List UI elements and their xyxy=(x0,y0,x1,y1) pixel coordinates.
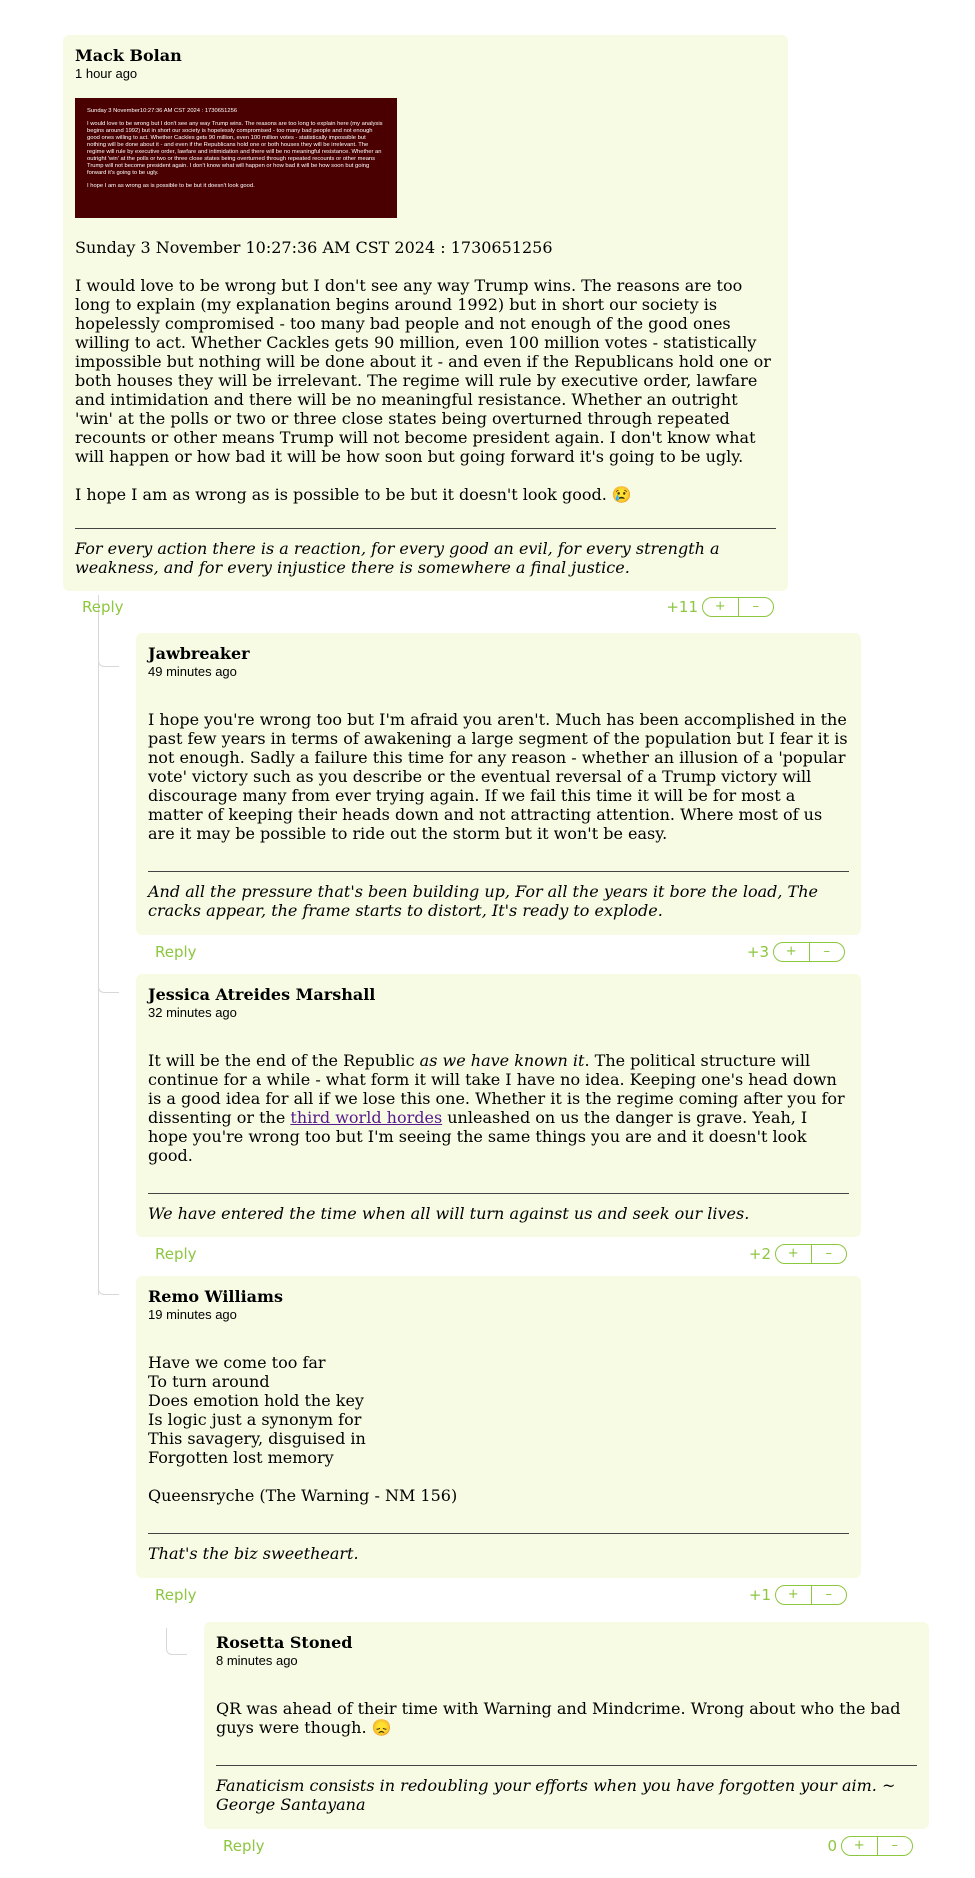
comment-signature: Fanaticism consists in redoubling your efforts when you have forgotten your aim. ~ George Santayana xyxy=(216,1765,917,1814)
comment-card xyxy=(136,974,861,1237)
comment-card xyxy=(136,633,861,935)
comment-card xyxy=(204,1622,929,1829)
comment-text: It will be the end of the Republic xyxy=(148,1051,420,1070)
vote-score: +3 xyxy=(746,943,769,961)
thread-line xyxy=(98,595,99,1295)
upvote-button[interactable]: + xyxy=(714,599,726,614)
comment-timestamp[interactable]: 32 minutes ago xyxy=(148,1005,237,1020)
comment-emphasis: as we have known it xyxy=(419,1051,585,1070)
comment-actions xyxy=(82,596,776,618)
reply-button[interactable]: Reply xyxy=(155,1586,197,1604)
comment-timestamp[interactable]: 19 minutes ago xyxy=(148,1307,237,1322)
comment-attached-image[interactable] xyxy=(75,98,397,218)
thread-elbow xyxy=(98,650,119,667)
comment-signature: We have entered the time when all will turn against us and seek our lives. xyxy=(148,1193,849,1223)
verse-line: Forgotten lost memory xyxy=(148,1448,334,1467)
comment-author[interactable]: Rosetta Stoned xyxy=(216,1633,353,1652)
upvote-button[interactable]: + xyxy=(785,944,797,959)
comment-author[interactable]: Jawbreaker xyxy=(148,644,250,663)
verse-line: To turn around xyxy=(148,1372,270,1391)
comment-credit: Queensryche (The Warning - NM 156) xyxy=(148,1486,458,1505)
image-text: I would love to be wrong but I don't see any way Trump wins. The reasons are too long to explain here (my analysis begins around 1992) but in short our society is hopelessly compromised - too many bad people and not enough good ones willing to act. Whether Cackles gets 90 million, even 100 million votes - statistically impossible but nothing will be done about it - and even if the Republicans hold one or both houses they will be irrelevant. The regime will rule by executive order, lawfare and intimidation and there will be no meaningful resistance. Whether an outright 'win' at the polls or two or three close states being overturned through repeated recounts or other means Trump will not become president again. I don't know what will happen or how bad it will be how soon but going forward it's going to be ugly. xyxy=(87,121,383,176)
thread-elbow xyxy=(98,976,119,993)
downvote-button[interactable]: – xyxy=(877,1837,913,1855)
verse-line: Is logic just a synonym for xyxy=(148,1410,362,1429)
vote-buttons xyxy=(841,1836,913,1856)
comment-body xyxy=(148,1051,849,1165)
comment-paragraph: QR was ahead of their time with Warning and Mindcrime. Wrong about who the bad guys were though. 😞 xyxy=(216,1699,901,1737)
comment-author[interactable]: Mack Bolan xyxy=(75,46,182,65)
comment-actions xyxy=(155,941,849,963)
vote-score: +1 xyxy=(748,1586,771,1604)
reply-button[interactable]: Reply xyxy=(82,598,124,616)
comment-author[interactable]: Jessica Atreides Marshall xyxy=(148,985,376,1004)
downvote-button[interactable]: – xyxy=(738,598,774,616)
image-text: Sunday 3 November10:27:36 AM CST 2024 : 1730651256 xyxy=(87,108,238,114)
comment-timestamp[interactable]: 8 minutes ago xyxy=(216,1653,298,1668)
downvote-button[interactable]: – xyxy=(809,943,845,961)
vote-score: 0 xyxy=(827,1837,837,1855)
comment-timestamp[interactable]: 1 hour ago xyxy=(75,66,138,81)
comment-paragraph xyxy=(148,1051,849,1165)
comment-text: . The political structure will continue for a while - what form it will take I have no idea. Keeping one's head down is a good idea for all if we lose this one. Whether it is the regime coming after you for dissenting or the xyxy=(148,1051,845,1127)
comment-text: unleashed on us the danger is grave. Yeah, I hope you're wrong too but I'm seeing the same things you are and it doesn't look good. xyxy=(148,1108,808,1165)
comment-paragraph: Sunday 3 November 10:27:36 AM CST 2024 : 1730651256 xyxy=(75,238,553,257)
comment-signature: That's the biz sweetheart. xyxy=(148,1533,849,1563)
comment-card xyxy=(136,1276,861,1578)
reply-button[interactable]: Reply xyxy=(155,943,197,961)
verse-line: This savagery, disguised in xyxy=(148,1429,366,1448)
vote-buttons xyxy=(775,1585,847,1605)
comment-body xyxy=(75,238,776,504)
comment-body xyxy=(216,1699,917,1737)
downvote-button[interactable]: – xyxy=(811,1586,847,1604)
reply-button[interactable]: Reply xyxy=(223,1837,265,1855)
vote-buttons xyxy=(775,1244,847,1264)
comment-timestamp[interactable]: 49 minutes ago xyxy=(148,664,237,679)
comment-paragraph: I hope I am as wrong as is possible to be but it doesn't look good. 😢 xyxy=(75,485,632,504)
verse-line: Have we come too far xyxy=(148,1353,326,1372)
comment-actions xyxy=(155,1584,849,1606)
comment-link[interactable]: third world hordes xyxy=(290,1108,443,1127)
comment-actions xyxy=(223,1835,917,1857)
comment-paragraph: I would love to be wrong but I don't see any way Trump wins. The reasons are too long to explain (my explanation begins around 1992) but in short our society is hopelessly compromised - too many bad people and not enough of the good ones willing to act. Whether Cackles gets 90 million, even 100 million votes - statistically impossible but nothing will be done about it - and even if the Republicans hold one or both houses they will be irrelevant. The regime will rule by executive order, lawfare and intimidation and there will be no meaningful resistance. Whether an outright 'win' at the polls or two or three close states being overturned through repeated recounts or other means Trump will not become president again. I don't know what will happen or how bad it will be how soon but going forward it's going to be ugly. xyxy=(75,276,771,466)
vote-score: +2 xyxy=(748,1245,771,1263)
comment-card xyxy=(63,35,788,591)
downvote-button[interactable]: – xyxy=(811,1245,847,1263)
image-text: I hope I am as wrong as is possible to be but it doesn't look good. xyxy=(87,183,255,189)
upvote-button[interactable]: + xyxy=(787,1587,799,1602)
verse-line: Does emotion hold the key xyxy=(148,1391,364,1410)
vote-buttons xyxy=(702,597,774,617)
thread-elbow xyxy=(98,1278,119,1295)
comment-signature: And all the pressure that's been building up, For all the years it bore the load, The cracks appear, the frame starts to distort, It's ready to explode. xyxy=(148,871,849,920)
comment-body xyxy=(148,1353,849,1505)
comment-body xyxy=(148,710,849,843)
reply-button[interactable]: Reply xyxy=(155,1245,197,1263)
comment-verse xyxy=(148,1353,849,1467)
comment-actions xyxy=(155,1243,849,1265)
comment-paragraph: I hope you're wrong too but I'm afraid you aren't. Much has been accomplished in the past few years in terms of awakening a large segment of the population but I fear it is not enough. Sadly a failure this time for any reason - whether an illusion of a 'popular vote' victory such as you describe or the eventual reversal of a Trump victory will discourage many from ever trying again. If we fail this time it will be for most a matter of keeping their heads down and not attracting attention. Where most of us are it may be possible to ride out the storm but it won't be easy. xyxy=(148,710,848,843)
vote-buttons xyxy=(773,942,845,962)
upvote-button[interactable]: + xyxy=(853,1838,865,1853)
comment-author[interactable]: Remo Williams xyxy=(148,1287,283,1306)
vote-score: +11 xyxy=(666,598,698,616)
upvote-button[interactable]: + xyxy=(787,1246,799,1261)
comment-signature: For every action there is a reaction, for every good an evil, for every strength a weakness, and for every injustice there is somewhere a final justice. xyxy=(75,528,776,577)
thread-elbow xyxy=(166,1628,187,1655)
